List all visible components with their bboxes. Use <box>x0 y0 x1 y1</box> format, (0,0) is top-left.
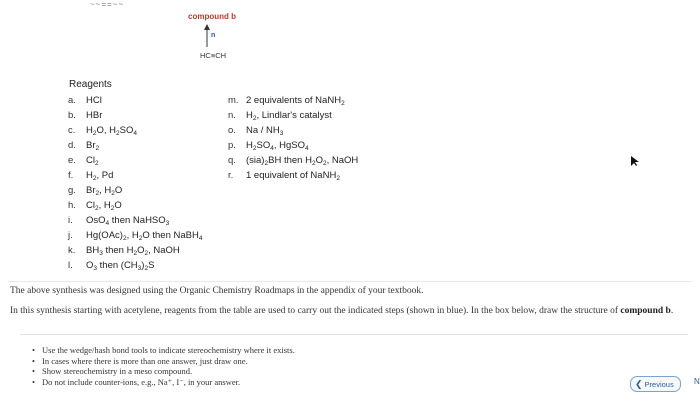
reagent-value: 2 equivalents of NaNH$_2$ <box>246 95 345 107</box>
reagent-key: h. <box>68 200 76 211</box>
reagents-heading: Reagents <box>69 79 112 90</box>
cropped-header-text: ~~==~~ <box>90 0 125 9</box>
reagent-key: e. <box>68 155 76 166</box>
reagent-row <box>228 125 358 140</box>
reagent-key: j. <box>68 230 73 241</box>
instruction-item: • In cases where there is more than one answer, just draw one. <box>32 356 295 367</box>
reagent-row <box>68 230 202 245</box>
reagent-row <box>68 215 202 230</box>
reagent-row <box>228 110 358 125</box>
instruction-list <box>32 345 295 387</box>
reagent-value: HBr <box>86 110 103 121</box>
step-marker: n <box>211 32 216 39</box>
reagent-row <box>68 110 202 125</box>
reagent-row <box>228 155 358 170</box>
reagent-row <box>68 245 202 260</box>
reagent-value: $Br_2$ <box>86 140 100 152</box>
instruction-item: • Use the wedge/hash bond tools to indicate stereochemistry where it exists. <box>32 345 295 356</box>
reagent-value: OsO$_4$ then NaHSO$_3$ <box>86 215 170 227</box>
reagent-key: g. <box>68 185 76 196</box>
reagent-key: d. <box>68 140 76 151</box>
reagent-value: $H_2$, Lindlar's catalyst <box>246 110 332 122</box>
mouse-cursor-icon <box>630 155 640 167</box>
reagent-key: r. <box>228 170 234 181</box>
reagent-value: $Hg(OAc)_2$, $H_2O$ then NaBH$_4$ <box>86 230 203 242</box>
reagent-row <box>228 95 358 110</box>
reagent-row <box>68 155 202 170</box>
chevron-left-icon: ❮ <box>635 378 643 389</box>
reagent-key: p. <box>228 140 236 151</box>
compound-b-label: compound b <box>188 12 236 21</box>
reagent-key: k. <box>68 245 76 256</box>
para2-compound-b: compound b <box>620 306 671 316</box>
drawing-instructions-box <box>20 334 688 397</box>
reagent-row <box>68 125 202 140</box>
reagent-value: $(sia)_2BH$ then $H_2O_2$, NaOH <box>246 155 359 167</box>
reagent-value: $Br_2$, $H_2O$ <box>86 185 123 197</box>
question-intro-paragraph: The above synthesis was designed using the Organic Chemistry Roadmaps in the appendix of your textbook. <box>10 286 424 296</box>
reagent-key: f. <box>68 170 74 181</box>
reagent-key: o. <box>228 125 236 136</box>
reagent-value: HCl <box>86 95 102 106</box>
reagent-key: l. <box>68 260 73 271</box>
reagent-row <box>68 200 202 215</box>
reagent-list-right <box>228 95 358 185</box>
reagent-key: a. <box>68 95 76 106</box>
previous-button[interactable] <box>630 376 681 392</box>
reagent-row <box>228 140 358 155</box>
reagent-value: $H_2$, Pd <box>86 170 114 182</box>
reagent-list-left <box>68 95 202 275</box>
reagent-key: b. <box>68 110 76 121</box>
reagent-value: 1 equivalent of NaNH$_2$ <box>246 170 340 182</box>
starting-material-acetylene: HC≡CH <box>200 51 227 60</box>
reagent-value: $O_3$ then $(CH_3)_2S$ <box>86 260 155 272</box>
reagent-value: $Cl_2$ <box>86 155 99 167</box>
reagent-value: $BH_3$ then $H_2O_2$, NaOH <box>86 245 180 257</box>
divider <box>8 281 692 282</box>
reagent-value: $H_2O$, $H_2SO_4$ <box>86 125 138 137</box>
reagent-value: $H_2SO_4$, HgSO$_4$ <box>246 140 309 152</box>
reagent-value: $Cl_2$, $H_2O$ <box>86 200 122 212</box>
reagent-row <box>68 170 202 185</box>
next-button-partial[interactable]: N <box>694 377 700 386</box>
reagent-row <box>68 140 202 155</box>
reagent-row <box>68 95 202 110</box>
previous-button-label: Previous <box>644 379 674 389</box>
reagent-key: i. <box>68 215 73 226</box>
reagent-row <box>68 185 202 200</box>
reagent-row <box>68 260 202 275</box>
instruction-item: • Show stereochemistry in a meso compound. <box>32 366 295 377</box>
reagent-key: c. <box>68 125 76 136</box>
reagent-key: q. <box>228 155 236 166</box>
para2-prefix: In this synthesis starting with acetylene, reagents from the table are used to carry out the indicated steps (shown in blue). In the box below, draw the structure of <box>10 306 621 316</box>
reaction-step-arrow <box>201 23 225 49</box>
reagent-key: n. <box>228 110 236 121</box>
reagent-row <box>228 170 358 185</box>
para2-suffix: . <box>670 306 674 316</box>
reagent-key: m. <box>228 95 239 106</box>
reagent-value: Na / $NH_3$ <box>246 125 284 137</box>
instruction-item: • Do not include counter-ions, e.g., Na⁺, I⁻, in your answer. <box>32 377 295 388</box>
question-instructions-paragraph <box>10 306 673 316</box>
